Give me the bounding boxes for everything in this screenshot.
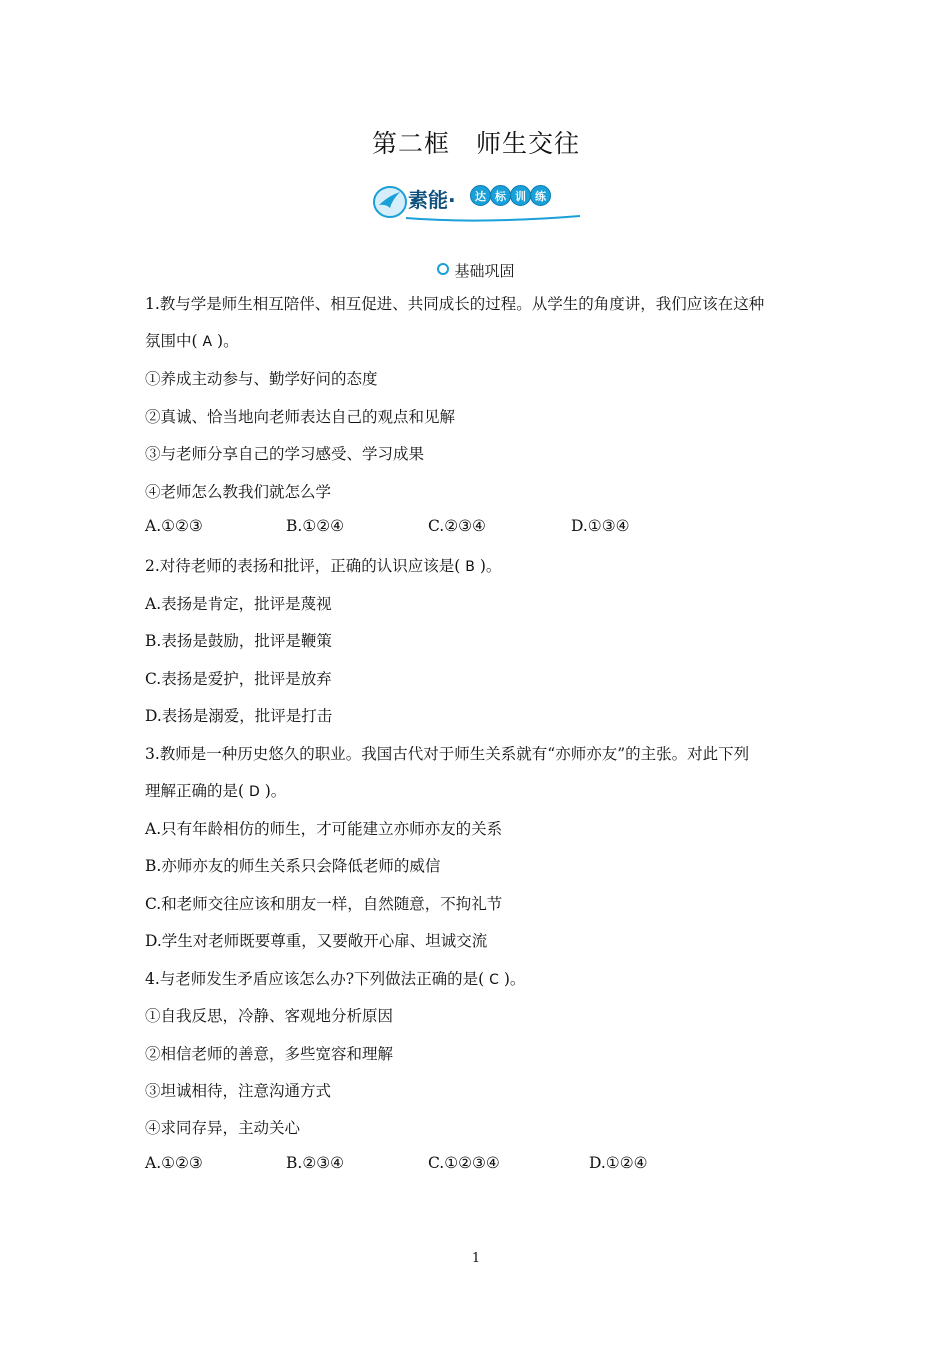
q4-stem-post: )。 [503, 970, 526, 988]
banner-title: 素能· [408, 188, 456, 212]
section-heading [0, 260, 952, 281]
q2-option: D.表扬是溺爱，批评是打击 [145, 707, 333, 725]
q1-item: ①养成主动参与、勤学好问的态度 [145, 370, 378, 388]
q1-item: ④老师怎么教我们就怎么学 [145, 483, 332, 501]
circle-bullet-icon [437, 263, 449, 275]
page-title: 第二框 师生交往 [371, 129, 580, 158]
q4-stem [145, 967, 525, 989]
section-banner [370, 178, 585, 222]
q1-option: D.①③④ [571, 517, 630, 535]
banner-pill: 训 [510, 185, 531, 206]
q3-answer: D [249, 784, 260, 800]
banner-pills [470, 185, 550, 206]
q2-option: C.表扬是爱护，批评是放弃 [145, 670, 332, 688]
q4-option: B.②③④ [286, 1154, 345, 1172]
q3-stem-pre: 理解正确的是( [145, 782, 245, 800]
banner-pill: 达 [470, 185, 491, 206]
q1-stem-pre: 氛围中( [145, 332, 198, 350]
q1-stem-post: )。 [217, 332, 239, 350]
q2-stem [145, 554, 501, 576]
q3-stem-post: )。 [264, 782, 287, 800]
q4-item: ①自我反思，冷静、客观地分析原因 [145, 1007, 394, 1025]
q3-stem-line2 [145, 779, 286, 801]
q2-option: B.表扬是鼓励，批评是鞭策 [145, 632, 332, 650]
q3-option: A.只有年龄相仿的师生，才可能建立亦师亦友的关系 [145, 820, 503, 838]
q3-option: D.学生对老师既要尊重，又要敞开心扉、坦诚交流 [145, 932, 488, 950]
q1-answer: A [202, 334, 213, 350]
q2-stem-post: )。 [479, 557, 502, 575]
banner-pill: 练 [530, 185, 551, 206]
q3-option: B.亦师亦友的师生关系只会降低老师的威信 [145, 857, 441, 875]
q4-answer: C [489, 972, 499, 988]
q4-stem-pre: 4.与老师发生矛盾应该怎么办?下列做法正确的是( [145, 970, 485, 988]
q1-item: ③与老师分享自己的学习感受、学习成果 [145, 445, 425, 463]
q1-item: ②真诚、恰当地向老师表达自己的观点和见解 [145, 408, 456, 426]
q4-item: ②相信老师的善意，多些宽容和理解 [145, 1045, 394, 1063]
banner-pill: 标 [490, 185, 511, 206]
q4-option: C.①②③④ [428, 1154, 500, 1172]
q3-option: C.和老师交往应该和朋友一样，自然随意，不拘礼节 [145, 895, 503, 913]
page-number: 1 [471, 1251, 481, 1266]
q1-stem-line2 [145, 329, 239, 351]
q4-item: ③坦诚相待，注意沟通方式 [145, 1082, 332, 1100]
q4-option: D.①②④ [589, 1154, 648, 1172]
q2-option: A.表扬是肯定，批评是蔑视 [145, 595, 332, 613]
q1-stem-line1: 1.教与学是师生相互陪伴、相互促进、共同成长的过程。从学生的角度讲，我们应该在这种 [145, 295, 765, 313]
q2-stem-pre: 2.对待老师的表扬和批评，正确的认识应该是( [145, 557, 461, 575]
q3-stem-line1: 3.教师是一种历史悠久的职业。我国古代对于师生关系就有“亦师亦友”的主张。对此下列 [145, 745, 750, 763]
q1-option: C.②③④ [428, 517, 486, 535]
q4-item: ④求同存异，主动关心 [145, 1119, 301, 1137]
q4-option: A.①②③ [145, 1154, 203, 1172]
q2-answer: B [465, 559, 475, 575]
q1-option: B.①②④ [286, 517, 345, 535]
q1-option: A.①②③ [145, 517, 203, 535]
section-heading-text: 基础巩固 [454, 262, 515, 280]
